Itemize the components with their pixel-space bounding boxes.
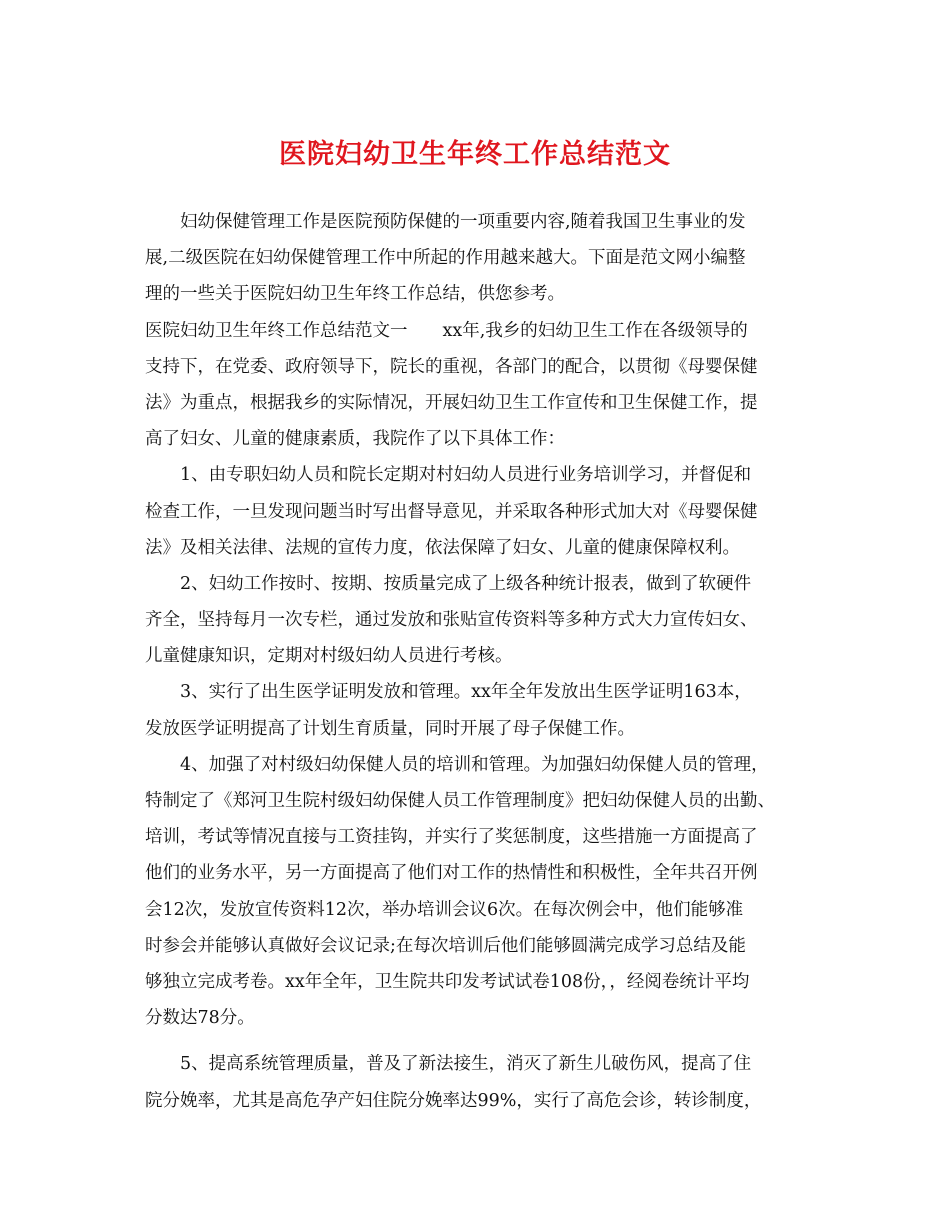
text-line: 齐全，坚持每月一次专栏，通过发放和张贴宣传资料等多种方式大力宣传妇女、 (145, 610, 758, 631)
text-line: 展,二级医院在妇幼保健管理工作中所起的作用越来越大。下面是范文网小编整 (145, 248, 746, 269)
document-title: 医院妇幼卫生年终工作总结范文 (279, 139, 671, 170)
text-line: 4、加强了对村级妇幼保健人员的培训和管理。为加强妇幼保健人员的管理， (180, 754, 769, 775)
text-line: 会12次，发放宣传资料12次，举办培训会议6次。在每次例会中，他们能够准 (145, 899, 744, 920)
text-line: 3、实行了出生医学证明发放和管理。xx年全年发放出生医学证明163本， (180, 682, 752, 703)
text-line: 他们的业务水平，另一方面提高了他们对工作的热情性和积极性，全年共召开例 (145, 863, 758, 884)
text-line: 医院妇幼卫生年终工作总结范文一 xx年,我乡的妇幼卫生工作在各级领导的 (145, 320, 748, 341)
text-line: 发放医学证明提高了计划生育质量，同时开展了母子保健工作。 (145, 718, 635, 739)
text-line: 1、由专职妇幼人员和院长定期对村妇幼人员进行业务培训学习，并督促和 (180, 465, 752, 486)
text-line: 培训，考试等情况直接与工资挂钩，并实行了奖惩制度，这些措施一方面提高了 (145, 827, 758, 848)
text-line: 高了妇女、儿童的健康素质，我院作了以下具体工作： (145, 429, 565, 450)
text-line: 法》为重点，根据我乡的实际情况，开展妇幼卫生工作宣传和卫生保健工作，提 (145, 392, 758, 413)
text-line: 支持下，在党委、政府领导下，院长的重视，各部门的配合，以贯彻《母婴保健 (145, 356, 758, 377)
document-body (145, 204, 807, 1119)
text-line: 时参会并能够认真做好会议记录;在每次培训后他们能够圆满完成学习总结及能 (145, 935, 746, 956)
text-line: 妇幼保健管理工作是医院预防保健的一项重要内容,随着我国卫生事业的发 (180, 212, 746, 232)
paragraph-gap (145, 1036, 807, 1046)
text-line: 检查工作，一旦发现问题当时写出督导意见，并采取各种形式加大对《母婴保健 (145, 501, 758, 522)
text-line: 法》及相关法律、法规的宣传力度，依法保障了妇女、儿童的健康保障权利。 (145, 537, 740, 558)
text-line: 理的一些关于医院妇幼卫生年终工作总结，供您参考。 (145, 284, 565, 305)
text-line: 2、妇幼工作按时、按期、按质量完成了上级各种统计报表，做到了软硬件 (180, 573, 752, 594)
text-line: 院分娩率，尤其是高危孕产妇住院分娩率达99%，实行了高危会诊，转诊制度， (145, 1090, 762, 1111)
text-line: 够独立完成考卷。xx年全年，卫生院共印发考试试卷108份，，经阅卷统计平均 (145, 971, 750, 992)
text-line: 5、提高系统管理质量，普及了新法接生，消灭了新生儿破伤风，提高了住 (180, 1054, 752, 1075)
text-line: 分数达78分。 (145, 1008, 255, 1029)
text-line: 特制定了《郑河卫生院村级妇幼保健人员工作管理制度》把妇幼保健人员的出勤、 (145, 791, 775, 811)
text-line: 儿童健康知识，定期对村级妇幼人员进行考核。 (145, 646, 513, 667)
